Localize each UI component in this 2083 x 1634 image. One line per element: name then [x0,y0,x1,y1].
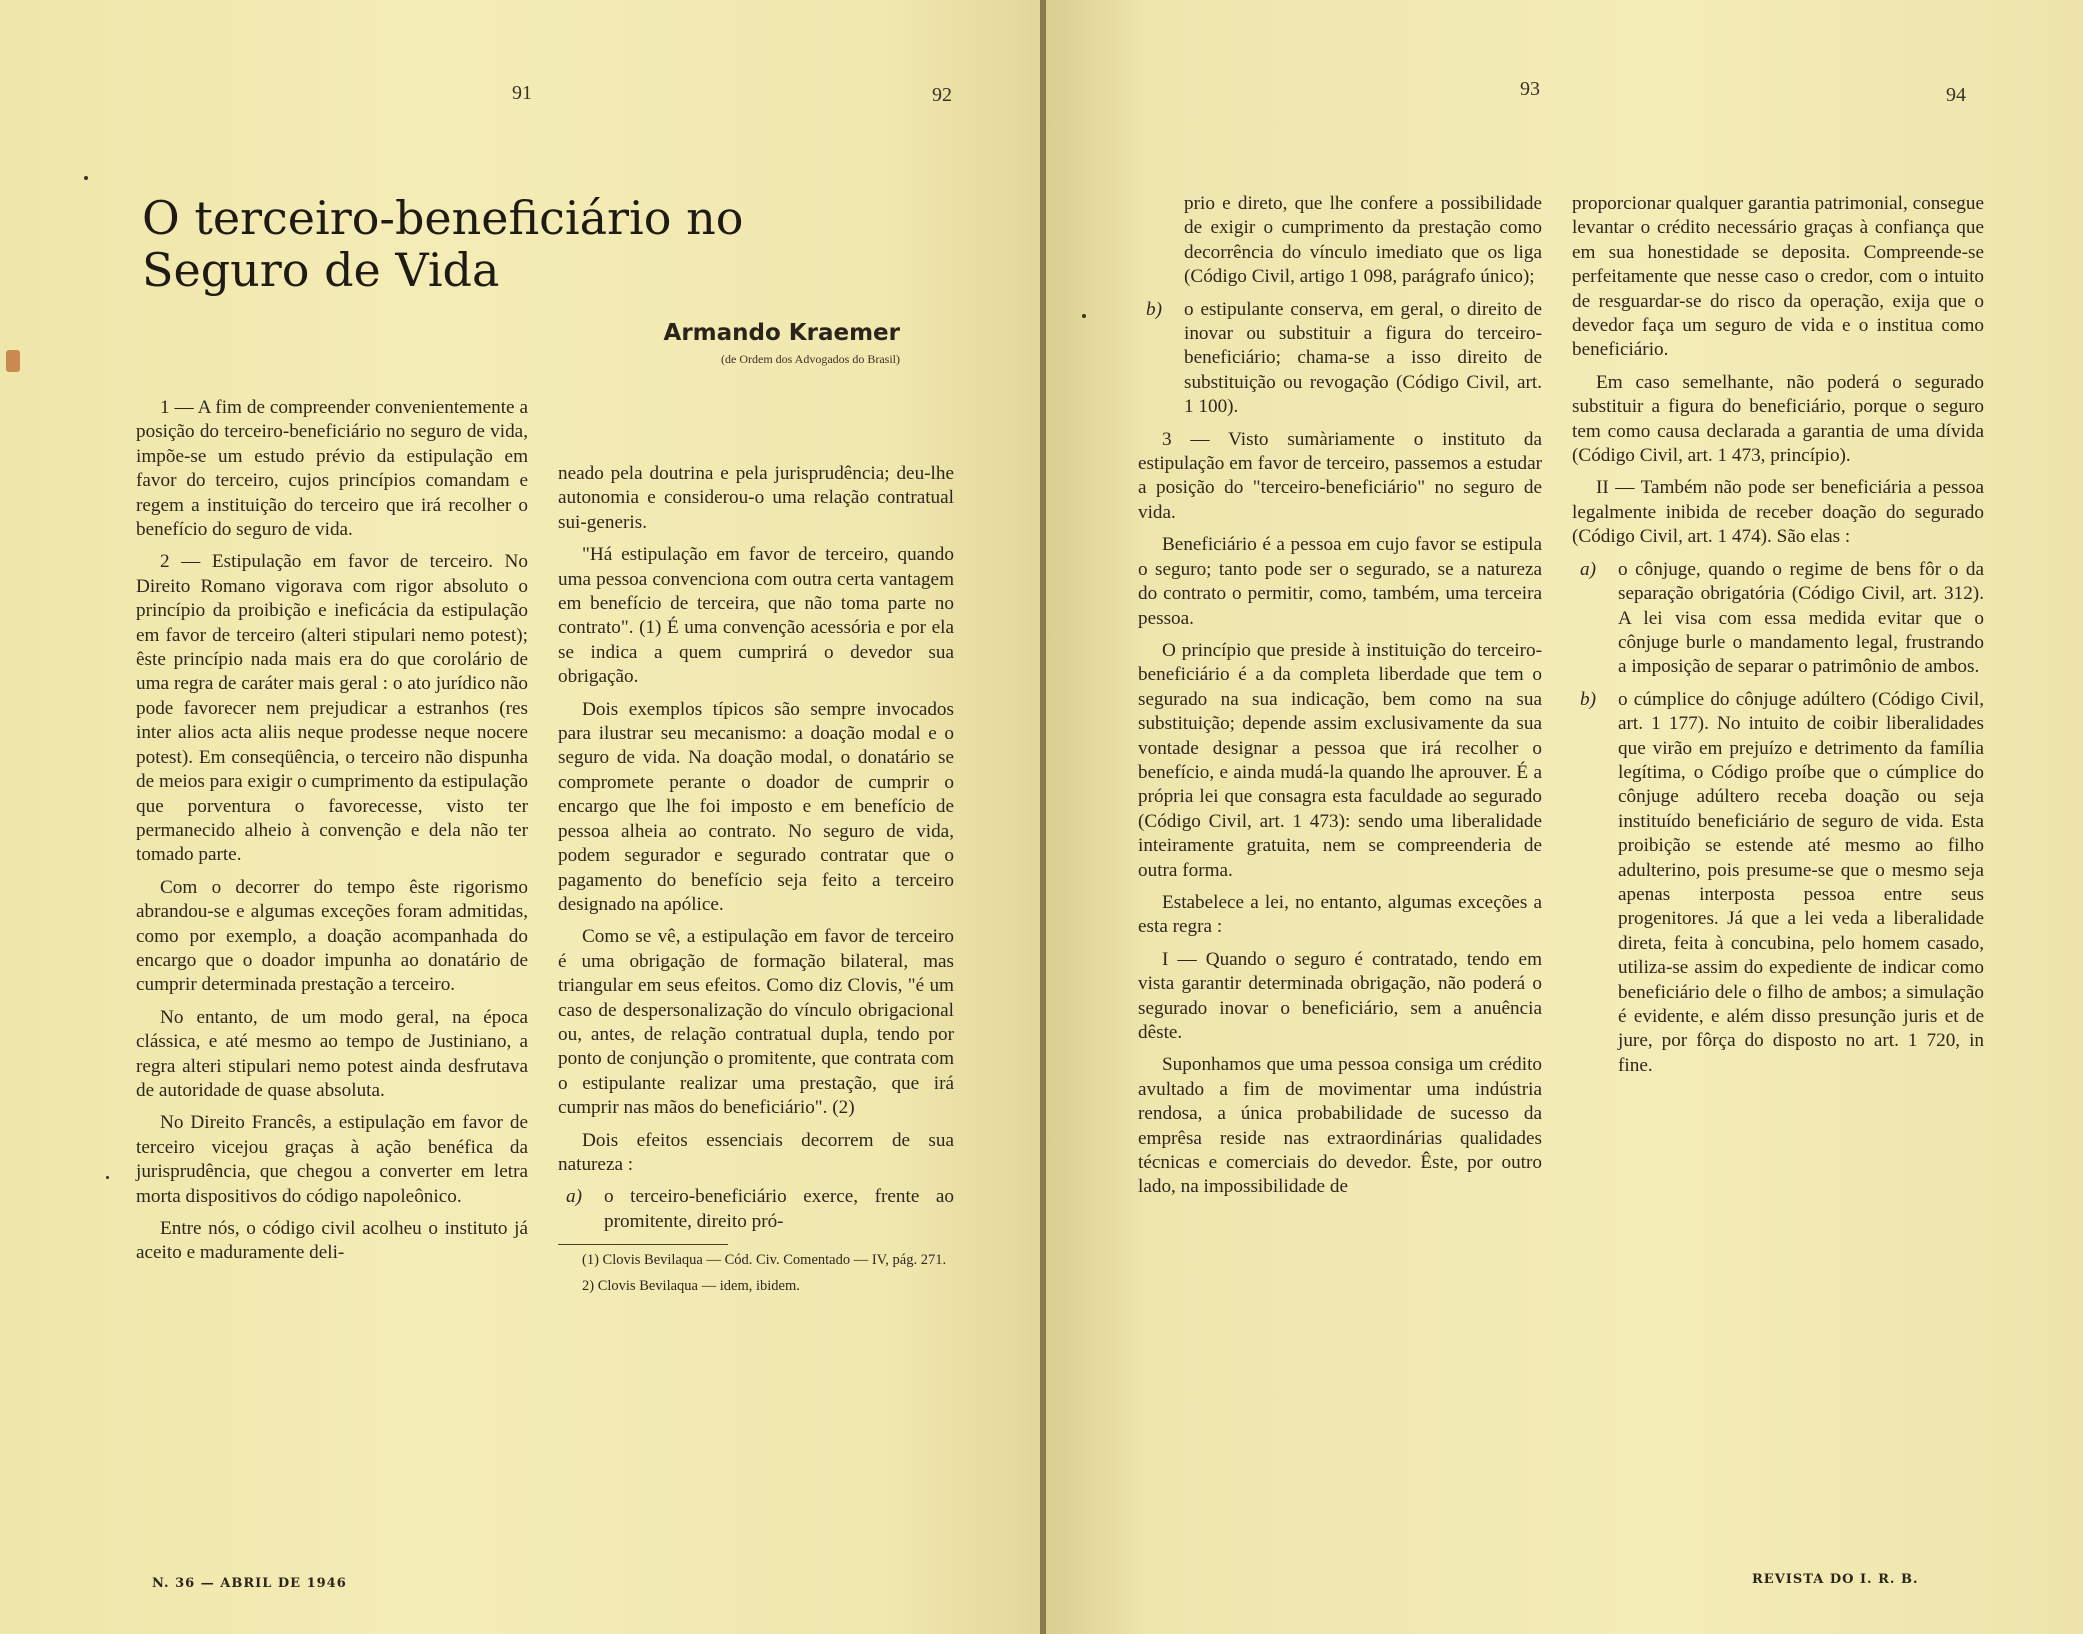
list-label: a) [1580,558,1596,580]
list-item-b [1572,688,1984,1079]
list-text: prio e direto, que lhe confere a possibilidade de exigir o cumprimento da prestação como decorrência do vínculo imediato que os liga (Código Civil, artigo 1 098, parágrafo único); [1184,193,1542,288]
article-title [142,192,782,296]
footer-issue: N. 36 — ABRIL DE 1946 [152,1576,347,1591]
paragraph: No Direito Francês, a estipulação em favor de terceiro vicejou graças à ação benéfica da jurisprudência, que chegou a converter em letra morta dispositivos do código napoleônico. [136,1112,528,1207]
list-item-a [1572,558,1984,680]
list-item-a-continued [1138,192,1542,290]
paper-speck [1082,314,1086,318]
list-text: o cônjuge, quando o regime de bens fôr o da separação obrigatória (Código Civil, art. 312). A lei visa com essa medida evitar que o cônjuge burle o mandamento legal, frustrando a imposição de separar o patrimônio de ambos. [1618,558,1984,678]
page-tab-mark [6,350,20,372]
footer-publication: REVISTA DO I. R. B. [1752,1572,1919,1587]
paragraph: proporcionar qualquer garantia patrimonial, consegue levantar o crédito necessário graças à confiança que em sua honestidade se deposita. Compreende-se perfeitamente que nesse caso o credor, com o intuito de resguardar-se do risco da operação, exija que o devedor faça um seguro de vida e o institua como beneficiário. [1572,193,1984,361]
paragraph: neado pela doutrina e pela jurisprudência; deu-lhe autonomia e considerou-o uma relação contratual sui-generis. [558,463,954,533]
paragraph: 3 — Visto sumàriamente o instituto da estipulação em favor de terceiro, passemos a estudar a posição do "terceiro-beneficiário" no seguro de vida. [1138,428,1542,523]
paragraph: 2 — Estipulação em favor de terceiro. No Direito Romano vigorava com rigor absoluto o princípio da proibição e ineficácia da estipulação em favor de terceiro (alteri stipulari nemo potest); êste princípio nada mais era do que corolário de uma regra de caráter mais geral : o ato jurídico não pode favorecer nem prejudicar a estranhos (res inter alios acta aliis neque prodesse neque nocere potest). Em conseqüência, o terceiro não dispunha de meios para exigir o cumprimento da estipulação que porventura o favorecesse, visto ter permanecido alheio à convenção e dela não ter tomado parte. [136,551,528,866]
paragraph: Entre nós, o código civil acolheu o instituto já aceito e maduramente deli- [136,1218,528,1264]
footnote-divider [558,1244,728,1245]
list-label: a) [566,1186,582,1208]
paragraph: Em caso semelhante, não poderá o segurado substituir a figura do beneficiário, porque o seguro tem como causa declarada a garantia de uma dívida (Código Civil, art. 1 473, princípio). [1572,371,1984,467]
column-1 [136,396,528,1274]
list-label: b) [1580,688,1596,710]
paragraph: Como se vê, a estipulação em favor de terceiro é uma obrigação de formação bilateral, mas triangular em seus efeitos. Como diz Clovis, "é um caso de despersonalização do vínculo obrigacional ou, antes, de relação contratual dupla, tendo por ponto de conjunção o promitente, que contrata com o estipulante realizar uma prestação, que irá cumprir nas mãos do beneficiário". (2) [558,926,954,1119]
paragraph: Beneficiário é a pessoa em cujo favor se estipula o seguro; tanto pode ser o segurado, se a natureza do contrato o permitir, como, também, uma terceira pessoa. [1138,534,1542,629]
title-line-2: Seguro de Vida [142,243,500,297]
list-text: o estipulante conserva, em geral, o direito de inovar ou substituir a figura do terceiro-beneficiário; chama-se a isso direito de substituição ou revogação (Código Civil, art. 1 100). [1184,298,1542,418]
page-number-92: 92 [932,84,952,106]
page-number-91: 91 [512,82,532,104]
list-text: o cúmplice do cônjuge adúltero (Código Civil, art. 1 177). No intuito de coibir liberalidades que virão em prejuízo e detrimento da família legítima, o Código proíbe que o cúmplice do cônjuge adúltero receba doação ou seja instituído beneficiário de seguro de vida. Esta proibição se estende até mesmo ao filho adulterino, pois presume-se que o mesmo seja apenas interposta pessoa entre seus progenitores. Já que a lei veda a liberalidade direta, feita à concubina, pelo homem casado, utiliza-se assim do expediente de indicar como beneficiário dele o filho de ambos; a simulação é evidente, e além disso presunção juris et de jure, por fôrça do disposto no art. 1 720, in fine. [1618,688,1984,1076]
paragraph: II — Também não pode ser beneficiária a pessoa legalmente inibida de receber doação do segurado (Código Civil, art. 1 474). São elas : [1572,477,1984,548]
page-number-93: 93 [1520,78,1540,100]
column-3 [1138,192,1542,1208]
list-text: o terceiro-beneficiário exerce, frente ao promitente, direito pró- [604,1186,954,1232]
paragraph: Com o decorrer do tempo êste rigorismo abrandou-se e algumas exceções foram admitidas, como por exemplo, a doação acompanhada do encargo que o doador impunha ao donatário de cumprir determinada prestação a terceiro. [136,876,528,996]
title-line-1: O terceiro-beneficiário no [142,191,744,245]
paragraph: 1 — A fim de compreender convenientemente a posição do terceiro-beneficiário no seguro de vida, impõe-se um estudo prévio da estipulação em favor do terceiro, cujos princípios comandam e regem a instituição do terceiro que irá recolher o benefício do seguro de vida. [136,397,528,541]
paper-speck [84,176,88,180]
paragraph: "Há estipulação em favor de terceiro, quando uma pessoa convenciona com outra certa vantagem em benefício de terceira, que não toma parte no contrato". (1) É uma convenção acessória e por ela se indica a quem cumprirá o devedor sua obrigação. [558,544,954,688]
page-number-94: 94 [1946,84,1966,106]
footnote-2: 2) Clovis Bevilaqua — idem, ibidem. [582,1278,800,1295]
footnote-1: (1) Clovis Bevilaqua — Cód. Civ. Comentado — IV, pág. 271. [582,1252,947,1269]
author-affiliation: (de Ordem dos Advogados do Brasil) [721,352,900,366]
list-label: b) [1146,298,1162,320]
paragraph: Dois efeitos essenciais decorrem de sua natureza : [558,1129,954,1175]
paragraph: No entanto, de um modo geral, na época clássica, e até mesmo ao tempo de Justiniano, a regra alteri stipulari nemo potest ainda desfrutava de autoridade de quase absoluta. [136,1006,528,1101]
paragraph: Estabelece a lei, no entanto, algumas exceções a esta regra : [1138,891,1542,938]
column-2 [558,462,954,1303]
paragraph: I — Quando o seguro é contratado, tendo em vista garantir determinada obrigação, não poderá o segurado inovar o beneficiário, sem a anuência dêste. [1138,948,1542,1043]
column-4 [1572,192,1984,1086]
paragraph: Suponhamos que uma pessoa consiga um crédito avultado a fim de movimentar uma indústria rendosa, a única probabilidade de sucesso da emprêsa reside nas extraordinárias qualidades técnicas e comerciais do devedor. Êste, por outro lado, na impossibilidade de [1138,1054,1542,1198]
paper-speck [106,1176,109,1179]
list-item-b [1138,298,1542,420]
paragraph: Dois exemplos típicos são sempre invocados para ilustrar seu mecanismo: a doação modal e o seguro de vida. Na doação modal, o donatário se compromete perante o doador de cumprir o encargo que lhe foi imposto e em benefício de pessoa alheia ao contrato. No seguro de vida, podem segurador e segurado contratar que o pagamento do benefício seja feito a terceiro designado na apólice. [558,698,954,915]
list-item-a [558,1185,954,1234]
paragraph: O princípio que preside à instituição do terceiro-beneficiário é a da completa liberdade que tem o segurado na sua indicação, bem como na sua substituição; depende assim exclusivamente da sua vontade designar a pessoa que irá recolher o benefício, e ainda mudá-la quando lhe aprouver. É a própria lei que consagra esta faculdade ao segurado (Código Civil, art. 1 473): sendo uma liberalidade inteiramente gratuita, nem se compreenderia de outra forma. [1138,639,1542,881]
author-name: Armando Kraemer [663,320,900,346]
right-page [1046,0,2083,1634]
